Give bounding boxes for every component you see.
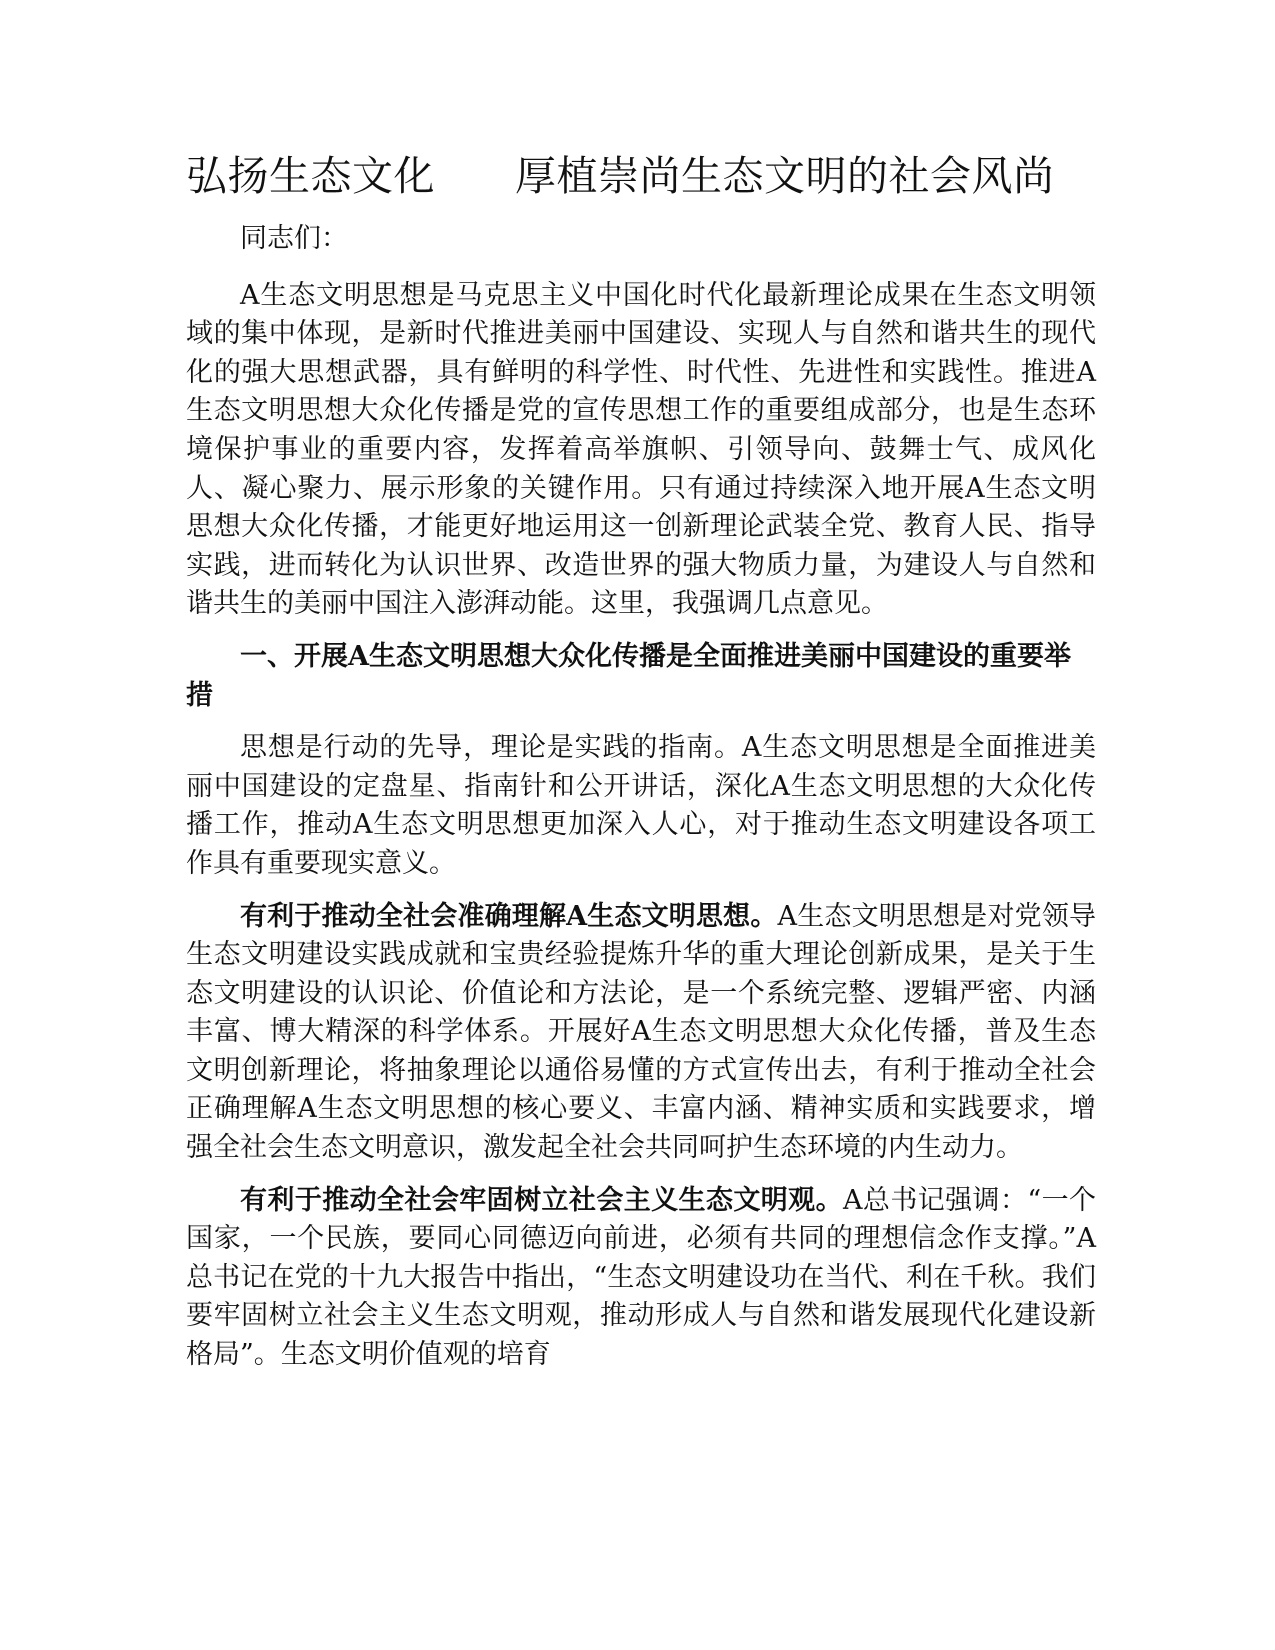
document-page [186,148,1096,1389]
point-1-lead: 有利于推动全社会准确理解A生态文明思想。 [240,900,778,932]
point-2-lead: 有利于推动全社会牢固树立社会主义生态文明观。 [240,1184,844,1216]
document-title [186,148,1096,204]
title-part-1: 弘扬生态文化 [186,152,435,200]
section-1-paragraph: 思想是行动的先导，理论是实践的指南。A生态文明思想是全面推进美丽中国建设的定盘星、指南针和公开讲话，深化A生态文明思想的大众化传播工作，推动A生态文明思想更加深入人心，对于推动生态文明建设各项工作具有重要现实意义。 [186,732,1096,879]
intro-paragraph: A生态文明思想是马克思主义中国化时代化最新理论成果在生态文明领域的集中体现，是新时代推进美丽中国建设、实现人与自然和谐共生的现代化的强大思想武器，具有鲜明的科学性、时代性、先进性和实践性。推进A生态文明思想大众化传播是党的宣传思想工作的重要组成部分，也是生态环境保护事业的重要内容，发挥着高举旗帜、引领导向、鼓舞士气、成风化人、凝心聚力、展示形象的关键作用。只有通过持续深入地开展A生态文明思想大众化传播，才能更好地运用这一创新理论武装全党、教育人民、指导实践，进而转化为认识世界、改造世界的强大物质力量，为建设人与自然和谐共生的美丽中国注入澎湃动能。这里，我强调几点意见。 [186,279,1096,620]
point-2-body: A总书记强调：“一个国家，一个民族，要同心同德迈向前进，必须有共同的理想信念作支撑。”A总书记在党的十九大报告中指出，“生态文明建设功在当代、利在千秋。我们要牢固树立社会主义生态文明观，推动形成人与自然和谐发展现代化建设新格局”。生态文明价值观的培育 [186,1184,1097,1371]
section-1-heading: 一、开展A生态文明思想大众化传播是全面推进美丽中国建设的重要举措 [186,640,1071,711]
point-1-paragraph [186,898,1096,1168]
title-part-2: 厚植崇尚生态文明的社会风尚 [515,152,1055,200]
point-2-paragraph [186,1182,1096,1375]
salutation: 同志们： [240,223,348,254]
point-1-body: A生态文明思想是对党领导生态文明建设实践成就和宝贵经验提炼升华的重大理论创新成果，是关于生态文明建设的认识论、价值论和方法论，是一个系统完整、逻辑严密、内涵丰富、博大精深的科学体系。开展好A生态文明思想大众化传播，普及生态文明创新理论，将抽象理论以通俗易懂的方式宣传出去，有利于推动全社会正确理解A生态文明思想的核心要义、丰富内涵、精神实质和实践要求，增强全社会生态文明意识，激发起全社会共同呵护生态环境的内生动力。 [186,900,1096,1164]
